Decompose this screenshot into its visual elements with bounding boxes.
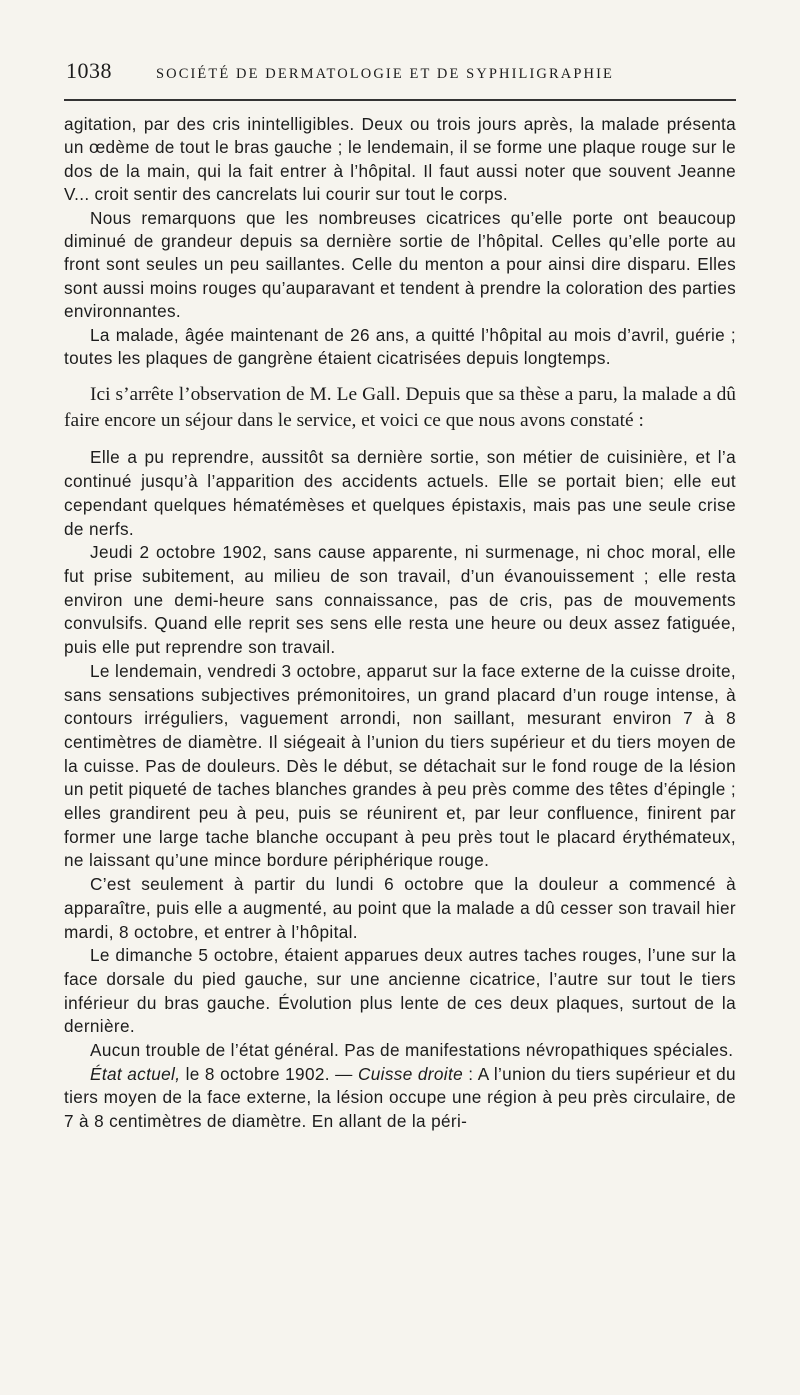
etat-actuel-label: État actuel,	[90, 1063, 181, 1084]
paragraphs-before	[64, 113, 736, 370]
paragraph: Le dimanche 5 octobre, étaient apparues deux autres taches rouges, l’une sur la face dorsale du pied gauche, sur une ancienne cicatrice, l’autre sur tout le tiers inférieur du bras gauche. Évolution plus lente de ces deux plaques, surtout de la dernière.	[64, 945, 736, 1037]
paragraph: Jeudi 2 octobre 1902, sans cause apparente, ni surmenage, ni choc moral, elle fut prise subitement, au milieu de son travail, d’un évanouissement ; elle resta environ une demi-heure sans connaissance, pas de cris, pas de mouvements convulsifs. Quand elle reprit ses sens elle resta une heure ou deux assez fatiguée, puis elle put reprendre son travail.	[64, 542, 736, 658]
paragraph: Aucun trouble de l’état général. Pas de manifestations névropathiques spéciales.	[90, 1040, 734, 1061]
page-number: 1038	[66, 58, 112, 83]
last-paragraph-rest: : A l’union du tiers supérieur et du tiers moyen de la face externe, la lésion occupe une région à peu près circulaire, de 7 à 8 centimètres de diamètre. En allant de la péri-	[64, 1063, 736, 1132]
body-text	[64, 113, 736, 1134]
last-paragraph	[64, 1063, 736, 1134]
paragraph: C’est seulement à partir du lundi 6 octobre que la douleur a commencé à apparaître, puis elle a augmenté, au point que la malade a dû cesser son travail hier mardi, 8 octobre, et entrer à l’hôpital.	[64, 874, 736, 942]
paragraph: La malade, âgée maintenant de 26 ans, a quitté l’hôpital au mois d’avril, guérie ; toutes les plaques de gangrène étaient cicatrisées depuis longtemps.	[64, 324, 736, 369]
header-rule	[64, 99, 736, 101]
transition-block	[64, 382, 736, 434]
paragraph: Elle a pu reprendre, aussitôt sa dernière sortie, son métier de cuisinière, et l’a continué jusqu’à l’apparition des accidents actuels. Elle se portait bien; elle eut cependant quelques hématémèses et quelques épistaxis, mais pas une seule crise de nerfs.	[64, 447, 736, 539]
cuisse-droite-label: Cuisse droite	[357, 1063, 463, 1084]
date-text: le 8 octobre 1902. —	[180, 1063, 358, 1084]
paragraphs-after	[64, 446, 736, 1133]
journal-title: SOCIÉTÉ DE DERMATOLOGIE ET DE SYPHILIGRAPHIE	[156, 66, 614, 82]
paragraph: agitation, par des cris inintelligibles. Deux ou trois jours après, la malade présenta un œdème de tout le bras gauche ; le lendemain, il se forme une plaque rouge sur le dos de la main, qui la fait entrer à l’hôpital. Il faut aussi noter que souvent Jeanne V... croit sentir des cancrelats lui courir sur tout le corps.	[64, 114, 736, 205]
running-head	[66, 58, 734, 84]
transition-paragraph: Ici s’arrête l’observation de M. Le Gall. Depuis que sa thèse a paru, la malade a dû faire encore un séjour dans le service, et voici ce que nous avons constaté :	[64, 384, 736, 432]
paragraph: Nous remarquons que les nombreuses cicatrices qu’elle porte ont beaucoup diminué de grandeur depuis sa dernière sortie de l’hôpital. Celles qu’elle porte au front sont seules un peu saillantes. Celle du menton a pour ainsi dire disparu. Elles sont aussi moins rouges qu’auparavant et tendent à prendre la coloration des parties environnantes.	[64, 207, 736, 322]
paragraph: Le lendemain, vendredi 3 octobre, apparut sur la face externe de la cuisse droite, sans sensations subjectives prémonitoires, un grand placard d’un rouge intense, à contours irréguliers, vaguement arrondi, non saillant, mesurant environ 7 à 8 centimètres de diamètre. Il siégeait à l’union du tiers supérieur et du tiers moyen de la cuisse. Pas de douleurs. Dès le début, se détachait sur le fond rouge de la lésion un petit piqueté de taches blanches grandes à peu près comme des têtes d’épingle ; elles grandirent peu à peu, puis se réunirent et, par leur confluence, finirent par former une large tache blanche occupant à peu près tout le placard érythémateux, ne laissant qu’une mince bordure périphérique rouge.	[64, 660, 736, 871]
